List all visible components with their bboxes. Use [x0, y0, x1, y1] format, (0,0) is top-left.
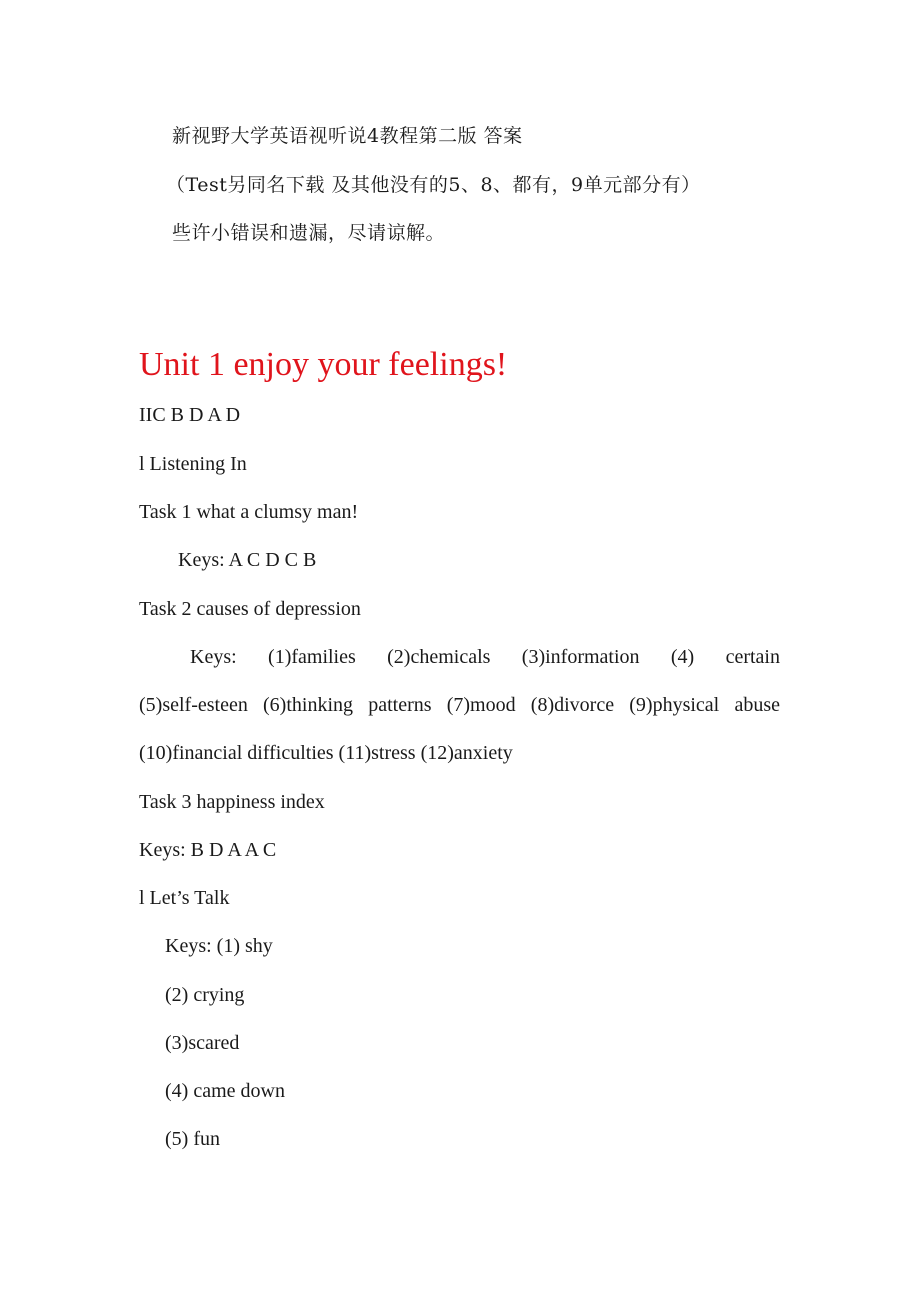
intro-apology: 些许小错误和遗漏，尽请谅解。: [172, 222, 446, 244]
listening-in-heading: l Listening In: [139, 453, 247, 475]
lets-talk-key-4: (4) came down: [165, 1080, 285, 1102]
lets-talk-heading: l Let’s Talk: [139, 887, 230, 909]
iic-answers: IIC B D A D: [139, 404, 241, 426]
task1-keys: Keys: A C D C B: [178, 549, 317, 571]
task2-key-6b: patterns: [368, 694, 432, 716]
task1-label: Task 1 what a clumsy man!: [139, 501, 359, 523]
task3-label: Task 3 happiness index: [139, 791, 325, 813]
task2-key-7: (7)mood: [446, 694, 516, 716]
intro-title: 新视野大学英语视听说4教程第二版 答案: [172, 125, 523, 147]
lets-talk-key-3: (3)scared: [165, 1032, 240, 1054]
task2-key-6a: (6)thinking: [263, 694, 354, 716]
task2-keys-label: Keys:: [190, 646, 237, 668]
task3-keys: Keys: B D A A C: [139, 839, 277, 861]
task2-key-5: (5)self-esteen: [139, 694, 248, 716]
task2-key-9b: abuse: [734, 694, 780, 716]
task2-key-4-number: (4): [670, 646, 695, 668]
task2-keys-row3: (10)financial difficulties (11)stress (12)anxiety: [139, 742, 513, 764]
task2-label: Task 2 causes of depression: [139, 598, 361, 620]
task2-key-1: (1)families: [268, 646, 356, 668]
task2-key-3: (3)information: [521, 646, 640, 668]
lets-talk-key-5: (5) fun: [165, 1128, 220, 1150]
task2-key-9a: (9)physical: [629, 694, 720, 716]
lets-talk-key-2: (2) crying: [165, 984, 245, 1006]
lets-talk-key-1: Keys: (1) shy: [165, 935, 273, 957]
task2-keys-row1: [190, 644, 780, 670]
task2-keys-row2: [139, 692, 780, 718]
unit-title: Unit 1 enjoy your feelings!: [139, 346, 508, 383]
task2-key-4-word: certain: [725, 646, 780, 668]
task2-key-8: (8)divorce: [530, 694, 615, 716]
intro-note: （Test另同名下载 及其他没有的5、8、都有，9单元部分有）: [166, 174, 701, 196]
task2-key-2: (2)chemicals: [387, 646, 491, 668]
